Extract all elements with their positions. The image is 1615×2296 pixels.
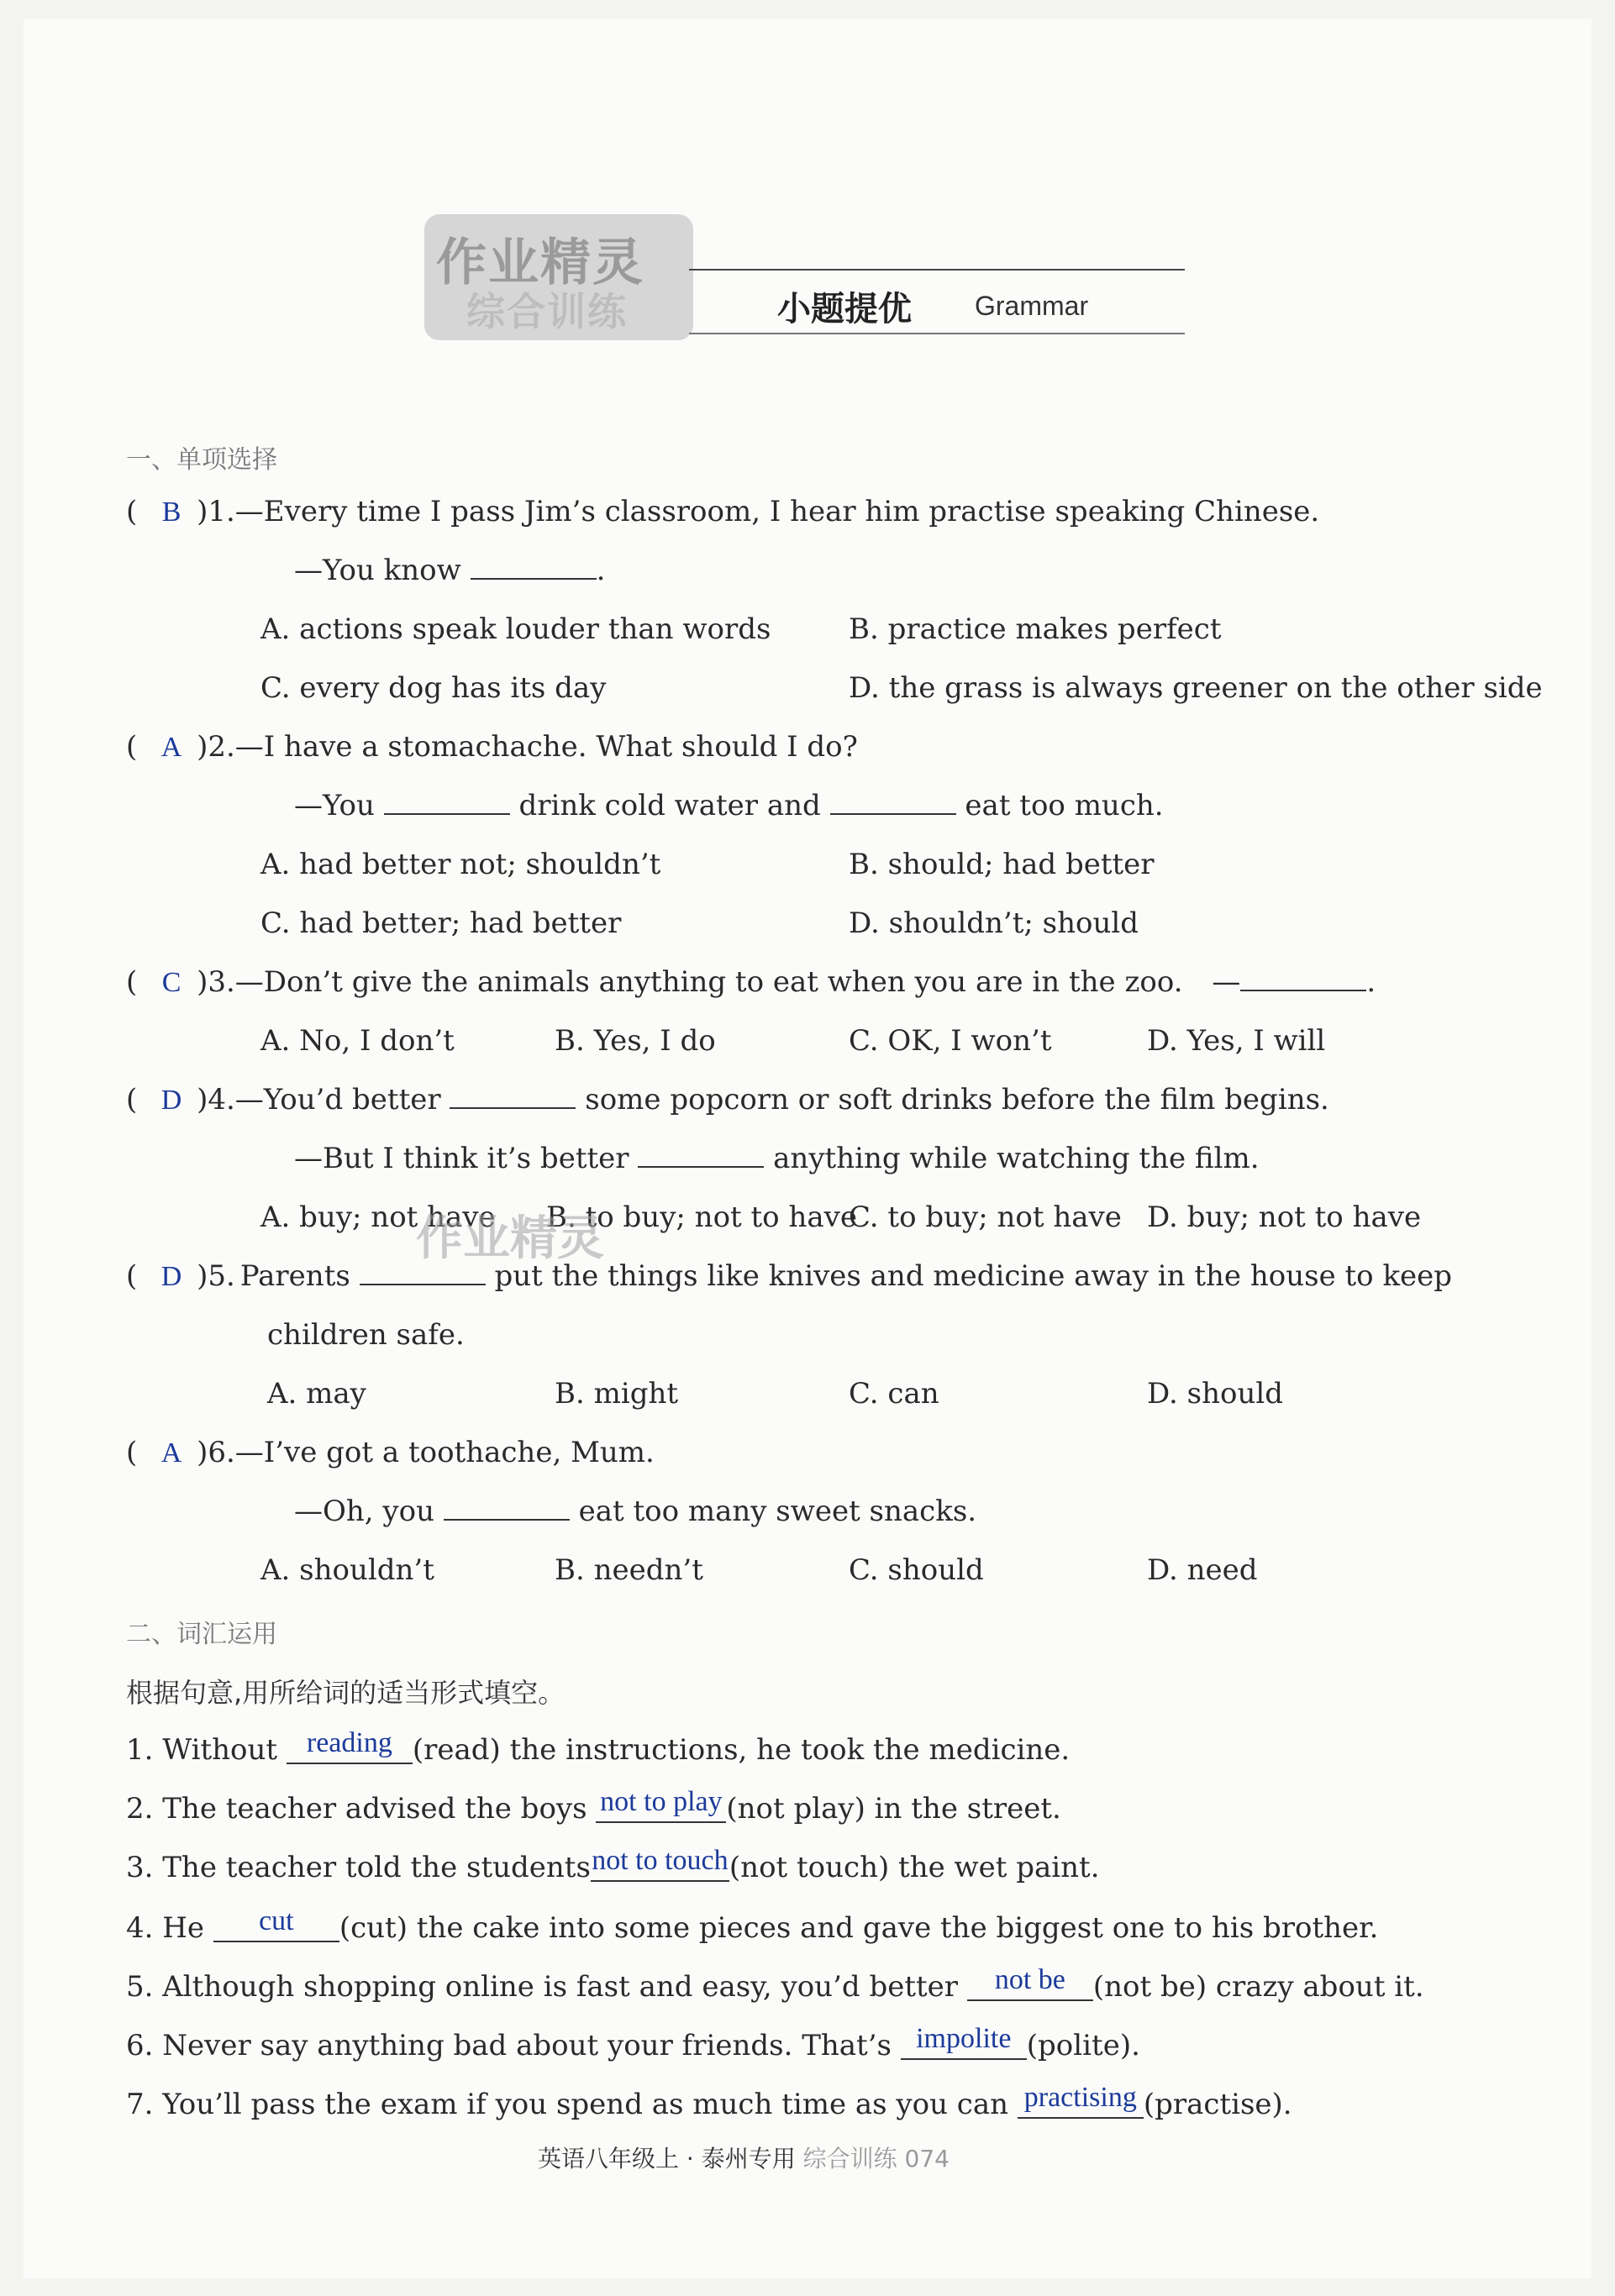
option-3c: C. OK, I won’t bbox=[849, 1024, 1052, 1058]
q6-line2-end: eat too many sweet snacks. bbox=[578, 1495, 977, 1528]
q1-line2-text: —You know bbox=[294, 554, 461, 587]
q5-num: )5. bbox=[197, 1259, 235, 1293]
q6-line2-text: —Oh, you bbox=[294, 1495, 434, 1528]
option-2a: A. had better not; shouldn’t bbox=[260, 848, 661, 881]
fill-item-3 bbox=[126, 1845, 1100, 1884]
option-5a: A. may bbox=[267, 1377, 366, 1411]
option-1a: A. actions speak louder than words bbox=[260, 612, 771, 646]
blank bbox=[638, 1165, 764, 1168]
option-5c: C. can bbox=[849, 1377, 939, 1411]
q3-num: )3. bbox=[197, 965, 235, 999]
header-title: 小题提优 bbox=[777, 290, 912, 328]
header-top-rule bbox=[689, 269, 1185, 271]
fill-answer: not to touch bbox=[592, 1845, 729, 1876]
fill-answer: not be bbox=[994, 1964, 1065, 1995]
fill-blank bbox=[591, 1845, 729, 1882]
option-3b: B. Yes, I do bbox=[555, 1024, 716, 1058]
fill-blank bbox=[967, 1964, 1093, 2001]
paren-open: ( bbox=[126, 1436, 138, 1469]
q3-dash: — bbox=[1212, 965, 1241, 999]
fill-blank bbox=[1018, 2082, 1144, 2119]
q4-line1-text: —You’d better bbox=[234, 1083, 441, 1116]
option-2b: B. should; had better bbox=[849, 848, 1155, 881]
fill-answer: reading bbox=[306, 1727, 392, 1758]
q5-line1-text: Parents bbox=[239, 1259, 350, 1293]
fill-blank bbox=[287, 1727, 413, 1764]
option-2d: D. shouldn’t; should bbox=[849, 906, 1139, 940]
option-4b: B. to buy; not to have bbox=[546, 1201, 857, 1234]
footer-text: 英语八年级上 · 泰州专用 bbox=[538, 2145, 796, 2173]
q1-line1: —Every time I pass Jim’s classroom, I hear him practise speaking Chinese. bbox=[234, 495, 1320, 528]
footer-page-number: 综合训练 074 bbox=[802, 2145, 950, 2173]
q2-line2-text: —You bbox=[294, 789, 375, 822]
fill-item-post: (read) the instructions, he took the medicine. bbox=[412, 1733, 1071, 1767]
fill-item-post: (not play) in the street. bbox=[726, 1792, 1061, 1826]
q6-num: )6. bbox=[197, 1436, 235, 1469]
q2-line2 bbox=[294, 791, 1164, 820]
fill-item-4 bbox=[126, 1905, 1379, 1945]
fill-item-pre: 3. The teacher told the students bbox=[126, 1851, 591, 1884]
blank bbox=[471, 577, 597, 580]
q1-line2-end: . bbox=[596, 554, 606, 587]
fill-item-post: (practise). bbox=[1143, 2088, 1292, 2121]
q2-line2-mid: drink cold water and bbox=[518, 789, 821, 822]
q4-line2 bbox=[294, 1144, 1260, 1173]
header-logo bbox=[424, 214, 693, 340]
option-3d: D. Yes, I will bbox=[1147, 1024, 1326, 1058]
q5-line2: children safe. bbox=[267, 1318, 465, 1352]
paren-open: ( bbox=[126, 730, 138, 764]
answer-5: D bbox=[160, 1261, 182, 1292]
blank bbox=[1240, 989, 1366, 991]
q2-line1: —I have a stomachache. What should I do? bbox=[234, 730, 858, 764]
answer-4: D bbox=[160, 1085, 182, 1116]
q5-line1-end: put the things like knives and medicine away in the house to keep bbox=[494, 1259, 1453, 1293]
blank bbox=[384, 812, 510, 815]
fill-item-pre: 4. He bbox=[126, 1911, 205, 1945]
q4-line2-text: —But I think it’s better bbox=[294, 1142, 629, 1175]
question-5 bbox=[126, 1259, 1453, 1293]
option-3a: A. No, I don’t bbox=[260, 1024, 455, 1058]
fill-item-5 bbox=[126, 1964, 1424, 2004]
header-bottom-rule bbox=[689, 333, 1185, 334]
question-2 bbox=[126, 730, 858, 764]
option-1c: C. every dog has its day bbox=[260, 671, 607, 705]
paren-open: ( bbox=[126, 965, 138, 999]
option-4d: D. buy; not to have bbox=[1147, 1201, 1422, 1234]
q1-num: )1. bbox=[197, 495, 235, 528]
q4-line1-end: some popcorn or soft drinks before the film begins. bbox=[585, 1083, 1329, 1116]
fill-answer: practising bbox=[1023, 2082, 1137, 2113]
fill-answer: impolite bbox=[916, 2023, 1012, 2054]
blank bbox=[830, 812, 956, 815]
blank bbox=[444, 1518, 570, 1521]
logo-top-text: 作业精灵 bbox=[436, 234, 644, 292]
answer-1: B bbox=[161, 497, 181, 528]
q1-line2 bbox=[294, 556, 605, 585]
q4-num: )4. bbox=[197, 1083, 235, 1116]
question-4 bbox=[126, 1085, 1329, 1115]
q2-line2-end: eat too much. bbox=[965, 789, 1164, 822]
blank bbox=[450, 1106, 576, 1109]
fill-answer: not to play bbox=[600, 1786, 723, 1817]
q4-line2-end: anything while watching the film. bbox=[773, 1142, 1260, 1175]
option-4c: C. to buy; not have bbox=[849, 1201, 1122, 1234]
q6-line2 bbox=[294, 1497, 976, 1526]
q2-num: )2. bbox=[197, 730, 235, 764]
blank bbox=[360, 1283, 486, 1285]
option-2c: C. had better; had better bbox=[260, 906, 622, 940]
question-1 bbox=[126, 497, 1319, 527]
option-6c: C. should bbox=[849, 1553, 984, 1587]
fill-item-pre: 5. Although shopping online is fast and easy, you’d better bbox=[126, 1970, 959, 2004]
section1-title: 一、单项选择 bbox=[126, 445, 277, 475]
paren-open: ( bbox=[126, 1083, 138, 1116]
question-6 bbox=[126, 1438, 655, 1468]
fill-item-pre: 6. Never say anything bad about your friends. That’s bbox=[126, 2029, 892, 2062]
header-subtitle: Grammar bbox=[975, 291, 1089, 321]
fill-item-1 bbox=[126, 1727, 1071, 1767]
q3-end: . bbox=[1366, 965, 1376, 999]
fill-item-post: (not be) crazy about it. bbox=[1092, 1970, 1424, 2004]
fill-item-pre: 1. Without bbox=[126, 1733, 278, 1767]
fill-blank bbox=[901, 2023, 1027, 2060]
option-1b: B. practice makes perfect bbox=[849, 612, 1222, 646]
fill-blank bbox=[596, 1786, 726, 1823]
fill-item-pre: 7. You’ll pass the exam if you spend as much time as you can bbox=[126, 2088, 1008, 2121]
option-6b: B. needn’t bbox=[555, 1553, 703, 1587]
option-5d: D. should bbox=[1147, 1377, 1284, 1411]
page-footer bbox=[538, 2141, 950, 2174]
fill-item-post: (cut) the cake into some pieces and gave the biggest one to his brother. bbox=[339, 1911, 1379, 1945]
q6-line1: —I’ve got a toothache, Mum. bbox=[234, 1436, 655, 1469]
paren-open: ( bbox=[126, 495, 138, 528]
answer-3: C bbox=[161, 967, 181, 998]
fill-item-pre: 2. The teacher advised the boys bbox=[126, 1792, 587, 1826]
fill-item-post: (polite). bbox=[1026, 2029, 1140, 2062]
section2-instruction: 根据句意,用所给词的适当形式填空。 bbox=[126, 1677, 566, 1709]
fill-item-2 bbox=[126, 1786, 1061, 1826]
option-1d: D. the grass is always greener on the other side bbox=[849, 671, 1543, 705]
answer-2: A bbox=[160, 732, 182, 763]
fill-blank bbox=[213, 1905, 339, 1942]
option-6d: D. need bbox=[1147, 1553, 1258, 1587]
fill-answer: cut bbox=[259, 1905, 294, 1936]
section2-title: 二、词汇运用 bbox=[126, 1620, 277, 1649]
option-4a: A. buy; not have bbox=[260, 1201, 496, 1234]
question-3 bbox=[126, 965, 1376, 999]
fill-item-7 bbox=[126, 2082, 1292, 2121]
paren-open: ( bbox=[126, 1259, 138, 1293]
option-6a: A. shouldn’t bbox=[260, 1553, 434, 1587]
logo-bottom-text: 综合训练 bbox=[466, 289, 628, 334]
option-5b: B. might bbox=[555, 1377, 679, 1411]
answer-6: A bbox=[160, 1437, 182, 1468]
q3-line1: —Don’t give the animals anything to eat when you are in the zoo. bbox=[234, 965, 1183, 999]
fill-item-post: (not touch) the wet paint. bbox=[729, 1851, 1100, 1884]
watermark: 作业精灵 bbox=[416, 1211, 604, 1266]
fill-item-6 bbox=[126, 2023, 1140, 2062]
